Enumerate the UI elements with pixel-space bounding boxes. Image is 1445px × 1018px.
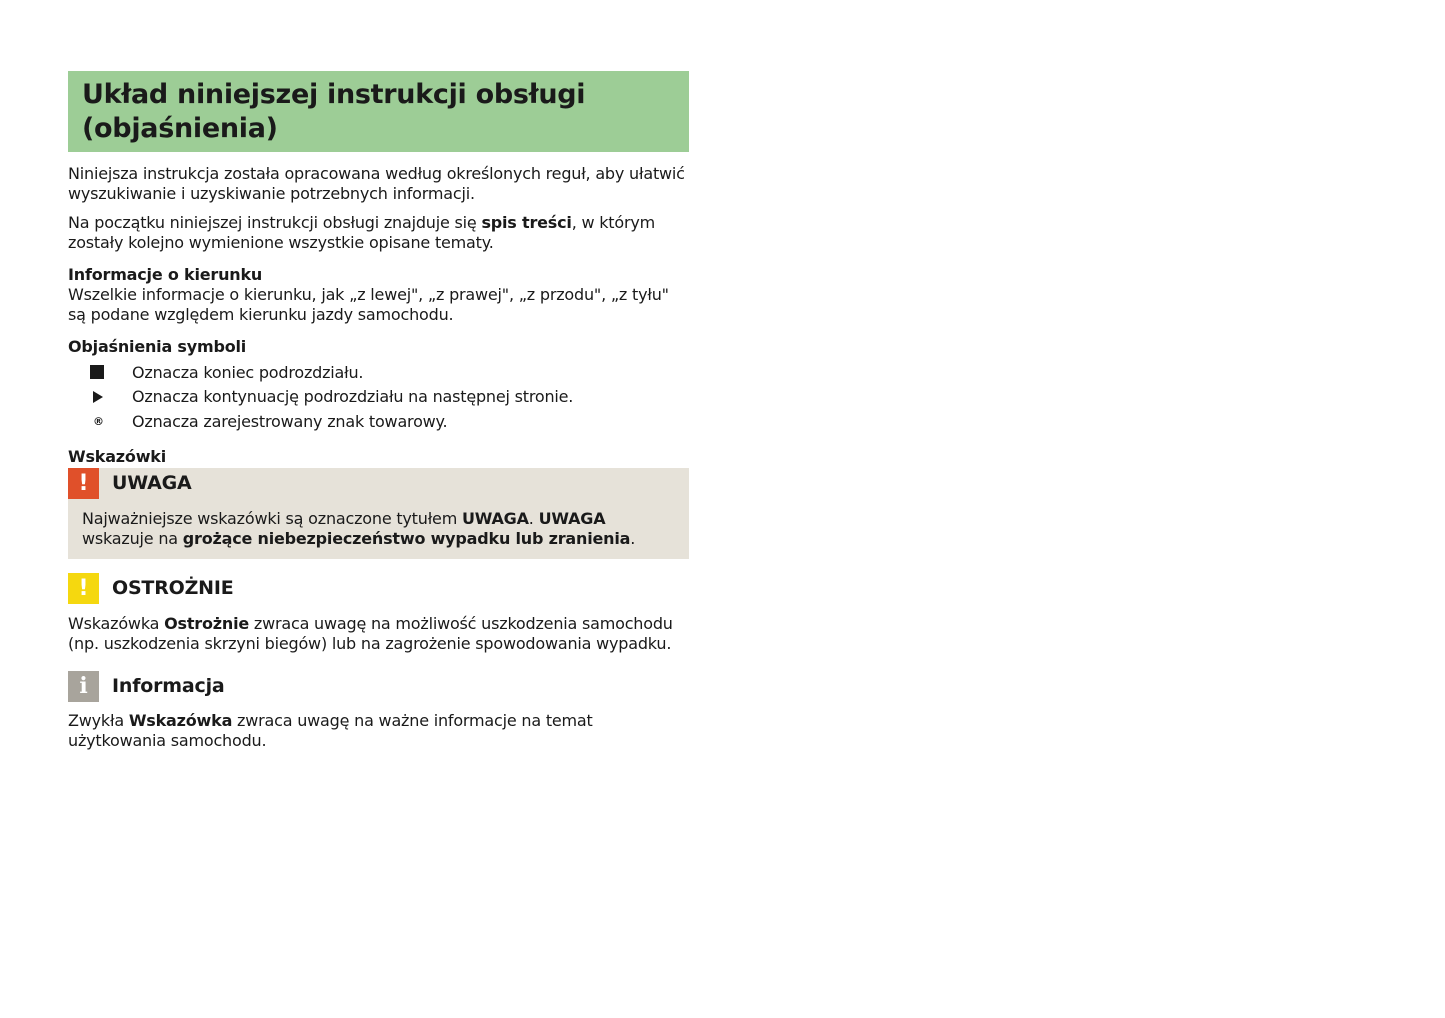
list-item [68,360,689,385]
section-title: Układ niniejszej instrukcji obsługi (objaśnienia) [82,79,586,144]
intro-paragraph-2 [68,213,689,253]
direction-heading: Informacje o kierunku [68,265,263,284]
warning-box [68,468,689,559]
info-title: Informacja [112,675,225,697]
caution-block [68,573,689,654]
hints-section [68,447,689,751]
caution-title: OSTROŻNIE [112,577,234,599]
text-column [68,71,689,751]
hints-heading: Wskazówki [68,446,167,466]
symbols-section [68,337,689,434]
warning-exclamation-icon: ! [68,468,99,499]
direction-text: Wszelkie informacje o kierunku, jak „z lewej", „z prawej", „z przodu", „z tyłu" są podane względem kierunku jazdy samochodu. [68,285,669,324]
caution-text: Wskazówka Ostrożnie zwraca uwagę na możliwość uszkodzenia samochodu (np. uszkodzenia skrzyni biegów) lub na zagrożenie spowodowania wypadku. [68,613,673,653]
caution-header [68,573,689,604]
end-square-icon [90,365,104,379]
direction-section [68,265,689,325]
list-item [68,385,689,410]
continue-triangle-icon [93,391,103,403]
warning-text: Najważniejsze wskazówki są oznaczone tytułem UWAGA. UWAGA wskazuje na grożące niebezpieczeństwo wypadku lub zranienia. [82,508,636,548]
intro-text: , w którym zostały kolejno wymienione wszystkie opisane tematy. [68,213,655,252]
warning-header [68,468,689,499]
warning-title: UWAGA [112,472,192,494]
symbols-list [68,360,689,434]
section-title-box [68,71,689,152]
symbol-description: Oznacza zarejestrowany znak towarowy. [132,411,448,431]
intro-text: Na początku niniejszej instrukcji obsługi znajduje się [68,213,482,232]
symbol-description: Oznacza koniec podrozdziału. [132,362,364,382]
caution-exclamation-icon: ! [68,573,99,604]
symbol-description: Oznacza kontynuację podrozdziału na następnej stronie. [132,387,574,407]
info-block [68,671,689,751]
info-header [68,671,689,702]
list-item [68,409,689,434]
registered-mark-icon: ® [93,414,104,428]
info-text: Zwykła Wskazówka zwraca uwagę na ważne informacje na temat użytkowania samochodu. [68,710,593,750]
info-icon: i [68,671,99,702]
symbols-heading: Objaśnienia symboli [68,337,247,356]
intro-paragraph-1: Niniejsza instrukcja została opracowana według określonych reguł, aby ułatwić wyszukiwanie i uzyskiwanie potrzebnych informacji. [68,164,685,203]
table-of-contents-term: spis treści [481,213,572,232]
